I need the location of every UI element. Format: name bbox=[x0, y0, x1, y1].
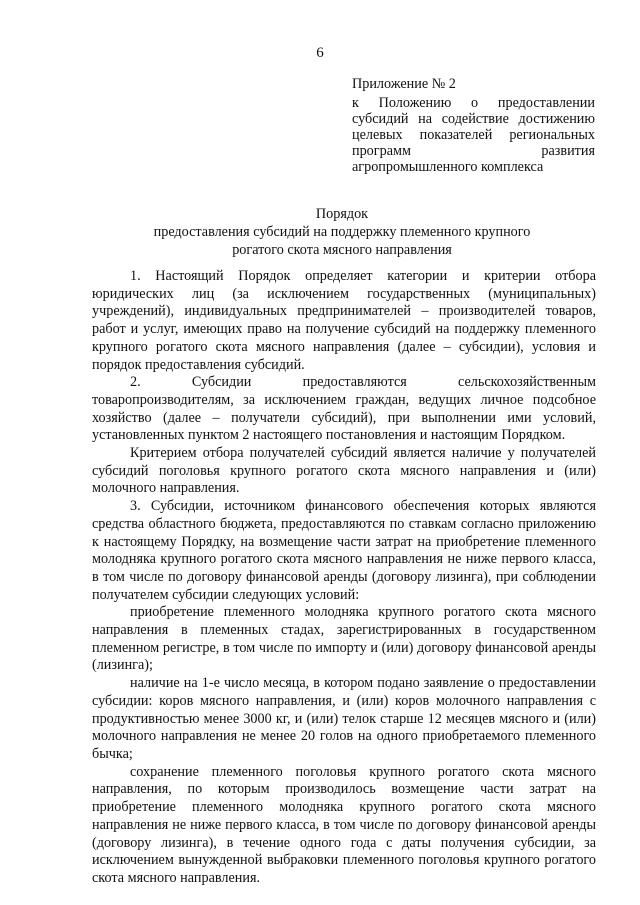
paragraph-3: Критерием отбора получателей субсидий является наличие у получателей субсидий поголовья крупного рогатого скота мясного направления и (или) молочного направления. bbox=[92, 445, 596, 497]
title-line-2: предоставления субсидий на поддержку племенного крупного bbox=[153, 224, 531, 240]
appendix-heading: Приложение № 2 bbox=[352, 76, 456, 92]
appendix-header bbox=[352, 76, 595, 175]
title-line-3: рогатого скота мясного направления bbox=[232, 242, 452, 258]
paragraph-1: 1. Настоящий Порядок определяет категории и критерии отбора юридических лиц (за исключением государственных (муниципальных) учреждений), индивидуальных предпринимателей – производителей товаров, работ и услуг, имеющих право на получение субсидий на поддержку племенного крупного рогатого скота мясного направления (далее – субсидии), условия и порядок предоставления субсидий. bbox=[92, 268, 596, 373]
paragraph-6: наличие на 1-е число месяца, в котором подано заявление о предоставлении субсидии: коров мясного направления, и (или) коров молочного направления с продуктивностью менее 3000 кг, и (или) телок старше 12 месяцев мясного и (или) молочного направления не менее 20 голов на одного приобретаемого племенного бычка; bbox=[92, 675, 596, 762]
page-number: 6 bbox=[316, 45, 324, 61]
document-title bbox=[92, 205, 592, 259]
document-body bbox=[92, 268, 596, 888]
title-line-1: Порядок bbox=[315, 206, 369, 222]
paragraph-2: 2. Субсидии предоставляются сельскохозяйственным товаропроизводителям, за исключением граждан, ведущих личное подсобное хозяйство (далее – получатели субсидий), при выполнении ими условий, установленных пунктом 2 настоящего постановления и настоящим Порядком. bbox=[92, 374, 596, 444]
paragraph-5: приобретение племенного молодняка крупного рогатого скота мясного направления в племенных стадах, зарегистрированных в государственном племенном регистре, в том числе по импорту и (или) договору финансовой аренды (лизинга); bbox=[92, 604, 596, 674]
appendix-text: к Положению о предоставлении субсидий на содействие достижению целевых показателей региональных программ развития агропромышленного комплекса bbox=[352, 95, 595, 175]
paragraph-4: 3. Субсидии, источником финансового обеспечения которых являются средства областного бюджета, предоставляются по ставкам согласно приложению к настоящему Порядку, на возмещение части затрат на приобретение племенного молодняка крупного рогатого скота мясного направления не ниже первого класса, в том числе по договору финансовой аренды (договору лизинга), при соблюдении получателем субсидии следующих условий: bbox=[92, 498, 596, 603]
paragraph-7: сохранение племенного поголовья крупного рогатого скота мясного направления, по которым производилось возмещение части затрат на приобретение племенного молодняка крупного рогатого скота мясного направления не ниже первого класса, в том числе по договору финансовой аренды (договору лизинга), в течение одного года с даты получения субсидии, за исключением вынужденной выбраковки племенного поголовья крупного рогатого скота мясного направления. bbox=[92, 763, 596, 886]
